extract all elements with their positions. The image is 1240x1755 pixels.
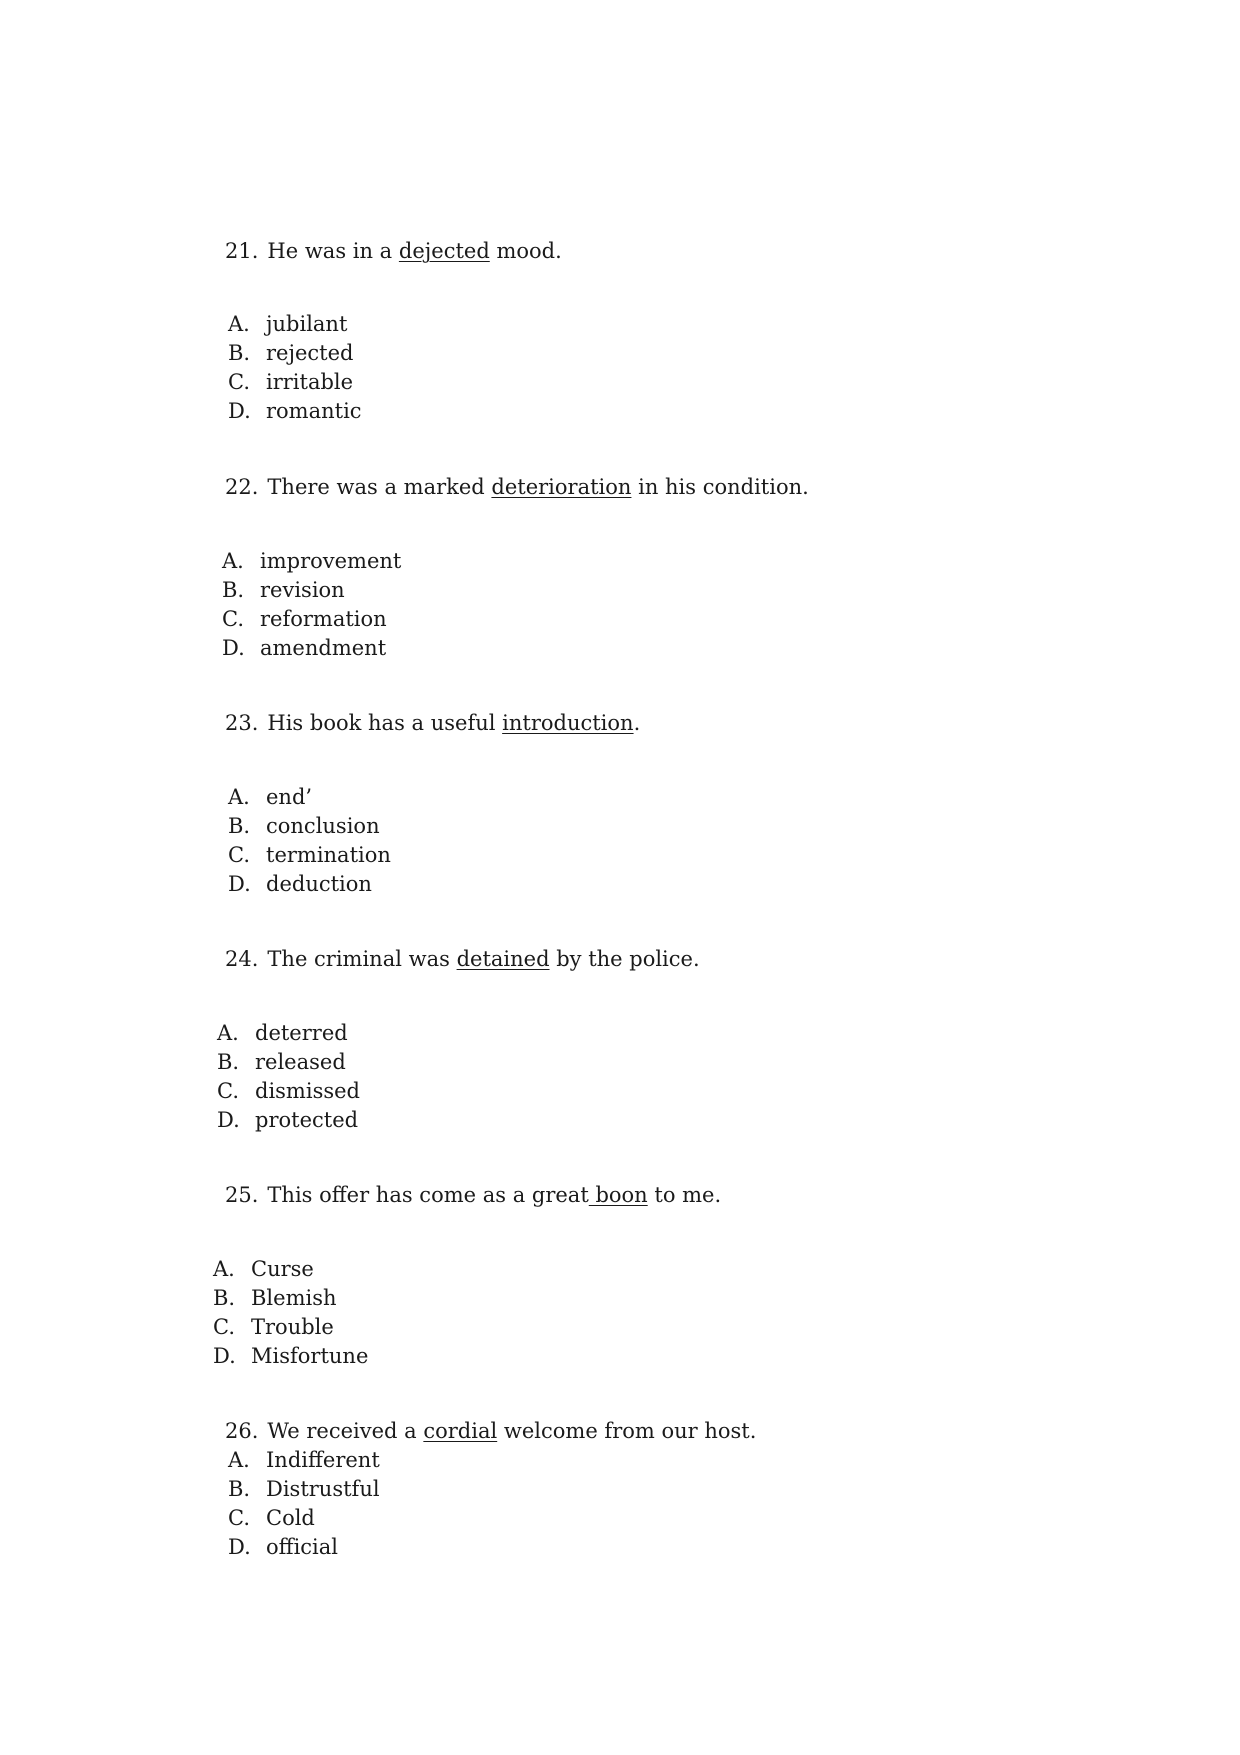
stem-underlined-word: detained [456, 947, 550, 971]
option-d [228, 870, 391, 899]
option-letter: B. [222, 578, 245, 602]
stem-underlined-word: cordial [423, 1419, 498, 1443]
option-letter: C. [228, 370, 250, 394]
stem-after: welcome from our host. [497, 1419, 757, 1443]
stem-before: We received a [267, 1419, 424, 1443]
question-number: 24. [225, 947, 259, 971]
option-a [213, 1255, 368, 1284]
option-letter: D. [222, 636, 245, 660]
question-number: 25. [225, 1183, 259, 1207]
stem-after: mood. [489, 239, 562, 263]
question-22 [225, 473, 809, 502]
option-letter: C. [228, 843, 250, 867]
stem-after: to me. [647, 1183, 722, 1207]
question-number: 23. [225, 711, 259, 735]
question-stem [225, 473, 809, 502]
question-24 [225, 945, 700, 974]
option-letter: A. [222, 549, 244, 573]
stem-before: His book has a useful [267, 711, 503, 735]
option-b [228, 1475, 380, 1504]
option-text: end’ [266, 785, 313, 809]
option-text: Trouble [251, 1315, 334, 1339]
option-b [228, 812, 391, 841]
stem-after: by the police. [549, 947, 700, 971]
option-letter: D. [228, 872, 251, 896]
option-letter: D. [228, 1535, 251, 1559]
stem-underlined-word: dejected [398, 239, 490, 263]
stem-underlined-word: boon [588, 1183, 648, 1207]
option-letter: C. [217, 1079, 239, 1103]
option-letter: B. [217, 1050, 240, 1074]
option-text: revision [260, 578, 345, 602]
option-letter: C. [222, 607, 244, 631]
option-b [222, 576, 401, 605]
option-text: romantic [266, 399, 362, 423]
option-text: improvement [260, 549, 402, 573]
question-number: 21. [225, 239, 259, 263]
option-c [222, 605, 401, 634]
option-c [228, 368, 362, 397]
stem-before: There was a marked [267, 475, 492, 499]
option-a [228, 310, 362, 339]
options-25 [213, 1255, 368, 1371]
option-letter: B. [228, 814, 251, 838]
question-stem [225, 1417, 756, 1446]
option-text: Indifferent [266, 1448, 380, 1472]
option-letter: A. [228, 312, 250, 336]
option-text: reformation [260, 607, 387, 631]
question-23 [225, 709, 640, 738]
option-text: irritable [266, 370, 354, 394]
option-text: Blemish [251, 1286, 337, 1310]
option-text: deterred [255, 1021, 348, 1045]
option-a [228, 1446, 380, 1475]
option-a [217, 1019, 360, 1048]
options-26 [228, 1446, 380, 1562]
option-letter: D. [213, 1344, 236, 1368]
option-a [228, 783, 391, 812]
option-letter: D. [228, 399, 251, 423]
option-text: Misfortune [251, 1344, 369, 1368]
option-c [228, 1504, 380, 1533]
option-c [213, 1313, 368, 1342]
option-d [228, 1533, 380, 1562]
option-text: termination [266, 843, 391, 867]
stem-before: He was in a [267, 239, 399, 263]
option-letter: B. [228, 1477, 251, 1501]
option-letter: A. [213, 1257, 235, 1281]
option-b [213, 1284, 368, 1313]
option-text: Curse [251, 1257, 314, 1281]
option-text: official [266, 1535, 338, 1559]
option-text: jubilant [266, 312, 348, 336]
options-21 [228, 310, 362, 426]
stem-after: in his condition. [631, 475, 809, 499]
options-23 [228, 783, 391, 899]
stem-after: . [633, 711, 641, 735]
option-text: released [255, 1050, 346, 1074]
option-d [213, 1342, 368, 1371]
option-letter: A. [228, 785, 250, 809]
option-letter: A. [228, 1448, 250, 1472]
option-b [228, 339, 362, 368]
option-d [217, 1106, 360, 1135]
option-text: deduction [266, 872, 372, 896]
options-22 [222, 547, 401, 663]
question-stem [225, 1181, 721, 1210]
stem-before: The criminal was [267, 947, 457, 971]
stem-before: This offer has come as a great [267, 1183, 589, 1207]
option-letter: B. [228, 341, 251, 365]
question-stem [225, 237, 562, 266]
question-stem [225, 945, 700, 974]
option-letter: B. [213, 1286, 236, 1310]
question-21 [225, 237, 562, 266]
option-c [217, 1077, 360, 1106]
option-letter: D. [217, 1108, 240, 1132]
option-text: dismissed [255, 1079, 360, 1103]
option-text: rejected [266, 341, 354, 365]
question-stem [225, 709, 640, 738]
question-26 [225, 1417, 756, 1446]
option-text: Distrustful [266, 1477, 380, 1501]
question-25 [225, 1181, 721, 1210]
option-d [222, 634, 401, 663]
stem-underlined-word: introduction [502, 711, 634, 735]
option-c [228, 841, 391, 870]
question-number: 26. [225, 1419, 259, 1443]
stem-underlined-word: deterioration [491, 475, 632, 499]
option-letter: C. [213, 1315, 235, 1339]
options-24 [217, 1019, 360, 1135]
option-a [222, 547, 401, 576]
question-number: 22. [225, 475, 259, 499]
option-text: conclusion [266, 814, 380, 838]
option-letter: C. [228, 1506, 250, 1530]
option-d [228, 397, 362, 426]
option-letter: A. [217, 1021, 239, 1045]
option-b [217, 1048, 360, 1077]
option-text: amendment [260, 636, 387, 660]
option-text: protected [255, 1108, 359, 1132]
option-text: Cold [266, 1506, 315, 1530]
